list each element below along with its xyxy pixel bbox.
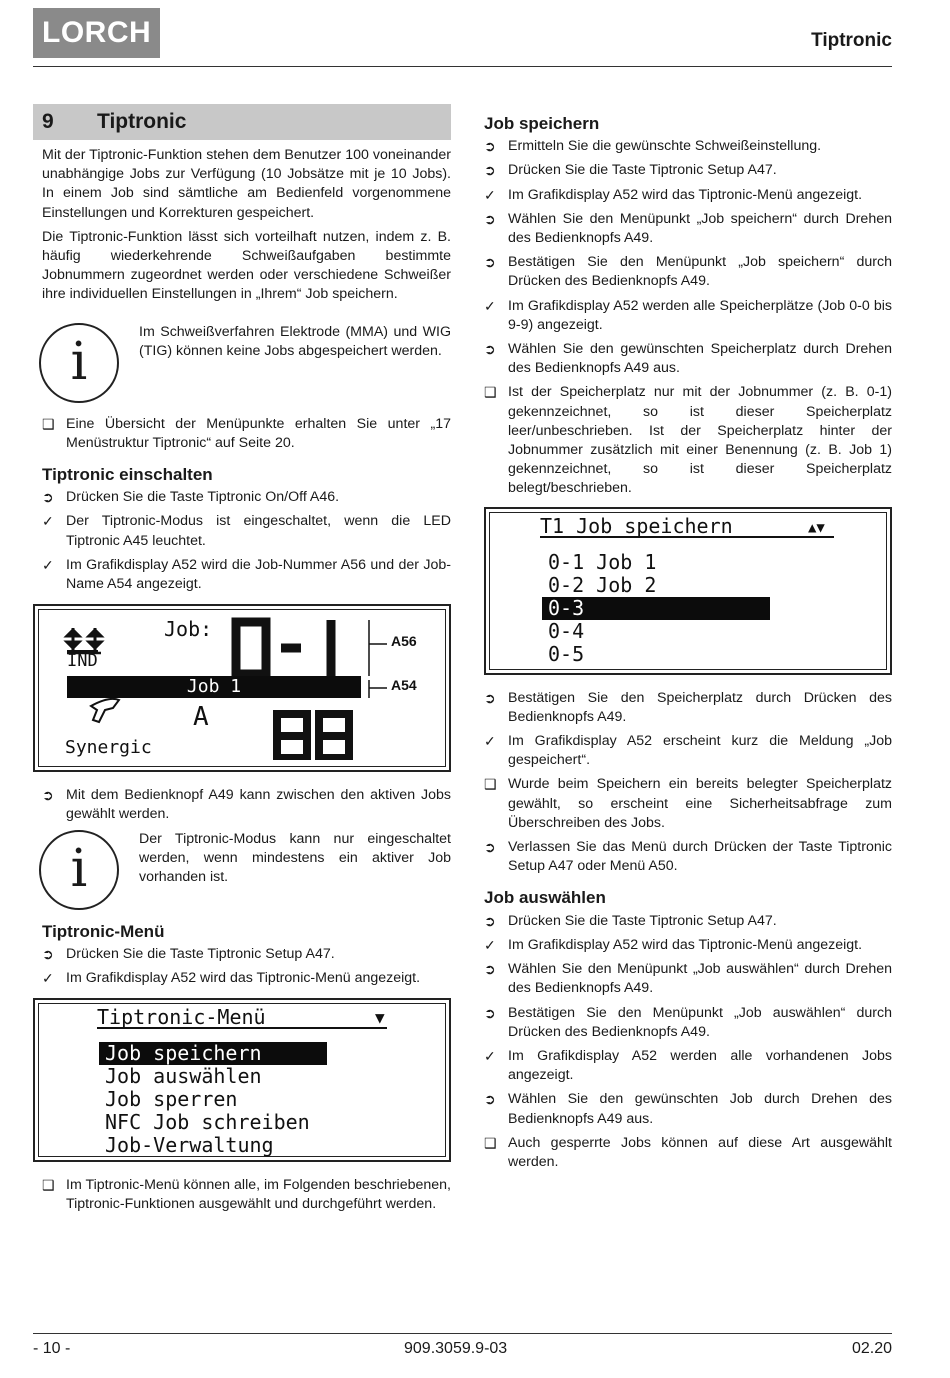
menu-item: Job sperren: [105, 1087, 238, 1112]
job-number-digits: [236, 620, 331, 676]
list-item: ❑ Ist der Speicherplatz nur mit der Jobnummer (z. B. 0-1) gekennzeichnet, so ist dieser Speicherplatz leer/unbeschrieben. Ist der Speicherplatz hinter der Jobnummer zusätzlich mit einer Benennung (z. B. Job 1) gekennzeichnet, so ist dieser Speicherplatz belegt/beschrieben.: [484, 384, 892, 497]
chapter-heading: [33, 104, 451, 140]
page-number: - 10 -: [33, 1340, 71, 1357]
slot-item-selected: 0-3: [542, 597, 770, 620]
info-text: Im Schweißverfahren Elektrode (MMA) und WIG (TIG) können keine Jobs abgespeichert werden.: [139, 323, 451, 359]
list-item: ➲ Drücken Sie die Taste Tiptronic Setup A47.: [484, 162, 777, 179]
list-item: ✓ Im Grafikdisplay A52 erscheint kurz die Meldung „Job gespeichert“.: [484, 733, 892, 769]
menu-item-selected: Job speichern: [99, 1042, 327, 1065]
ind-label: IND: [67, 651, 98, 672]
list-item: ➲ Wählen Sie den gewünschten Job durch Drehen des Bedienknopfs A49 aus.: [484, 1091, 892, 1127]
list-item: ❑ Im Tiptronic-Menü können alle, im Folgenden beschriebenen, Tiptronic-Funktionen ausgewählt und durchgeführt werden.: [42, 1176, 451, 1214]
list-item: ✓ Im Grafikdisplay A52 wird das Tiptronic-Menü angezeigt.: [484, 936, 863, 953]
lcd-job-display: [33, 604, 451, 772]
slot-item: 0-1 Job 1: [548, 549, 657, 574]
section-on-list: [33, 488, 451, 594]
footer-divider: [33, 1333, 892, 1334]
list-item: ✓ Im Grafikdisplay A52 werden alle Speicherplätze (Job 0-0 bis 9-9) angezeigt.: [484, 297, 892, 333]
arrow-icon: ➲: [42, 787, 54, 804]
slot-item: 0-2 Job 2: [548, 572, 657, 597]
list-item: ➲ Bestätigen Sie den Speicherplatz durch Drücken des Bedienknopfs A49.: [484, 689, 892, 725]
section-select-list: [484, 912, 892, 1172]
left-column: [33, 104, 451, 1220]
callout-a56: A56: [391, 633, 417, 650]
list-item: ❑ Auch gesperrte Jobs können auf diese Art ausgewählt werden.: [484, 1134, 892, 1170]
list-item: ➲ Mit dem Bedienknopf A49 kann zwischen den aktiven Jobs gewählt werden.: [42, 786, 451, 824]
list-item: ✓ Im Grafikdisplay A52 wird das Tiptronic-Menü angezeigt.: [42, 970, 421, 987]
scroll-down-icon: ▼: [375, 1008, 385, 1028]
list-item: ➲ Drücken Sie die Taste Tiptronic Setup A47.: [42, 945, 335, 962]
doc-date: 02.20: [851, 1340, 892, 1357]
process-label: Synergic: [65, 737, 152, 759]
list-item: ➲ Wählen Sie den Menüpunkt „Job speichern“ durch Drehen des Bedienknopfs A49.: [484, 210, 892, 247]
list-item: ✓ Der Tiptronic-Modus ist eingeschaltet, wenn die LED Tiptronic A45 leuchtet.: [42, 513, 451, 549]
scroll-updown-icon: ▲▼: [808, 519, 825, 536]
list-item: ➲ Ermitteln Sie die gewünschte Schweißeinstellung.: [484, 138, 822, 155]
section-save2-list: [484, 689, 892, 877]
section-save-list: [484, 137, 892, 498]
intro-paragraph: Mit der Tiptronic-Funktion stehen dem Benutzer 100 voneinander unabhängige Jobs zur Verfügung (10 Jobsätze mit je 10 Jobs). In einem Job sind sämtliche am Bedienfeld vorgenommene Einstellungen und Korrekturen gespeichert.: [42, 147, 451, 221]
header-title: Tiptronic: [811, 30, 892, 51]
menu-item: Job auswählen: [105, 1064, 262, 1089]
slot-item: 0-4: [548, 618, 585, 643]
section-menu-list: [33, 945, 451, 988]
info-note: [39, 830, 451, 910]
list-item: ➲ Wählen Sie den gewünschten Speicherplatz durch Drehen des Bedienknopfs A49 aus.: [484, 341, 892, 377]
checkbox-icon: ❑: [42, 1177, 55, 1194]
list-item: ➲ Wählen Sie den Menüpunkt „Job auswählen“ durch Drehen des Bedienknopfs A49.: [484, 961, 892, 997]
unit-label: A: [193, 702, 209, 733]
save-title: T1 Job speichern: [540, 517, 834, 538]
info-text: Der Tiptronic-Modus kann nur eingeschaltet werden, wenn mindestens ein aktiver Job vorhanden ist.: [139, 830, 451, 886]
lorch-logo: LORCH: [33, 8, 160, 58]
list-item: ➲ Bestätigen Sie den Menüpunkt „Job auswählen“ durch Drücken des Bedienknopfs A49.: [484, 1004, 892, 1040]
job-name-bar: Job 1: [67, 676, 361, 698]
callout-a54: A54: [391, 677, 417, 694]
doc-number: 909.3059.9-03: [404, 1340, 508, 1357]
right-column: [484, 114, 892, 1177]
list-item: ➲ Bestätigen Sie den Menüpunkt „Job speichern“ durch Drücken des Bedienknopfs A49.: [484, 254, 892, 290]
menu-item: Job-Verwaltung: [105, 1133, 274, 1158]
info-note: [39, 323, 451, 403]
slot-item: 0-5: [548, 641, 585, 666]
list-item: ➲ Verlassen Sie das Menü durch Drücken der Taste Tiptronic Setup A47 oder Menü A50.: [484, 839, 892, 875]
menu-title: Tiptronic-Menü: [97, 1008, 387, 1029]
section-heading: Job auswählen: [484, 888, 606, 908]
job-label: Job:: [164, 617, 213, 642]
section-heading: Job speichern: [484, 114, 600, 133]
list-item: ➲ Drücken Sie die Taste Tiptronic On/Off A46.: [42, 489, 340, 506]
lcd-tiptronic-menu: [33, 998, 451, 1162]
list-item: ❑ Eine Übersicht der Menüpunkte erhalten Sie unter „17 Menüstruktur Tiptronic“ auf Seite 20.: [42, 415, 451, 453]
list-item: ✓ Im Grafikdisplay A52 werden alle vorhandenen Jobs angezeigt.: [484, 1047, 892, 1084]
chapter-number: 9: [42, 110, 54, 134]
menu-item: NFC Job schreiben: [105, 1110, 310, 1135]
welding-gun-icon: [91, 699, 119, 722]
section-heading: Tiptronic-Menü: [42, 921, 165, 941]
lcd-job-save: [484, 507, 892, 675]
checkbox-icon: ❑: [42, 415, 55, 432]
value-digits: [277, 714, 349, 758]
chapter-title: Tiptronic: [97, 110, 187, 134]
list-item: ❑ Wurde beim Speichern ein bereits belegter Speicherplatz gewählt, so erscheint eine Sicherheitsabfrage zum Überschreiben des Jobs.: [484, 776, 892, 831]
info-icon: i: [39, 323, 119, 403]
info-icon: i: [39, 830, 119, 910]
section-heading: Tiptronic einschalten: [42, 465, 213, 485]
intro-paragraph: Die Tiptronic-Funktion lässt sich vorteilhaft nutzen, indem z. B. häufig wiederkehrende Schweißaufgaben bestimmte Jobnummern zugeordnet werden oder verschiedene Schweißer ihre individuellen Einstellungen in „Ihrem“ Job speichern.: [42, 228, 451, 303]
list-item: ✓ Im Grafikdisplay A52 wird das Tiptronic-Menü angezeigt.: [484, 186, 863, 203]
list-item: ➲ Drücken Sie die Taste Tiptronic Setup A47.: [484, 912, 777, 929]
header-divider: [33, 66, 892, 67]
list-item: ✓ Im Grafikdisplay A52 wird die Job-Nummer A56 und der Job-Name A54 angezeigt.: [42, 556, 451, 593]
